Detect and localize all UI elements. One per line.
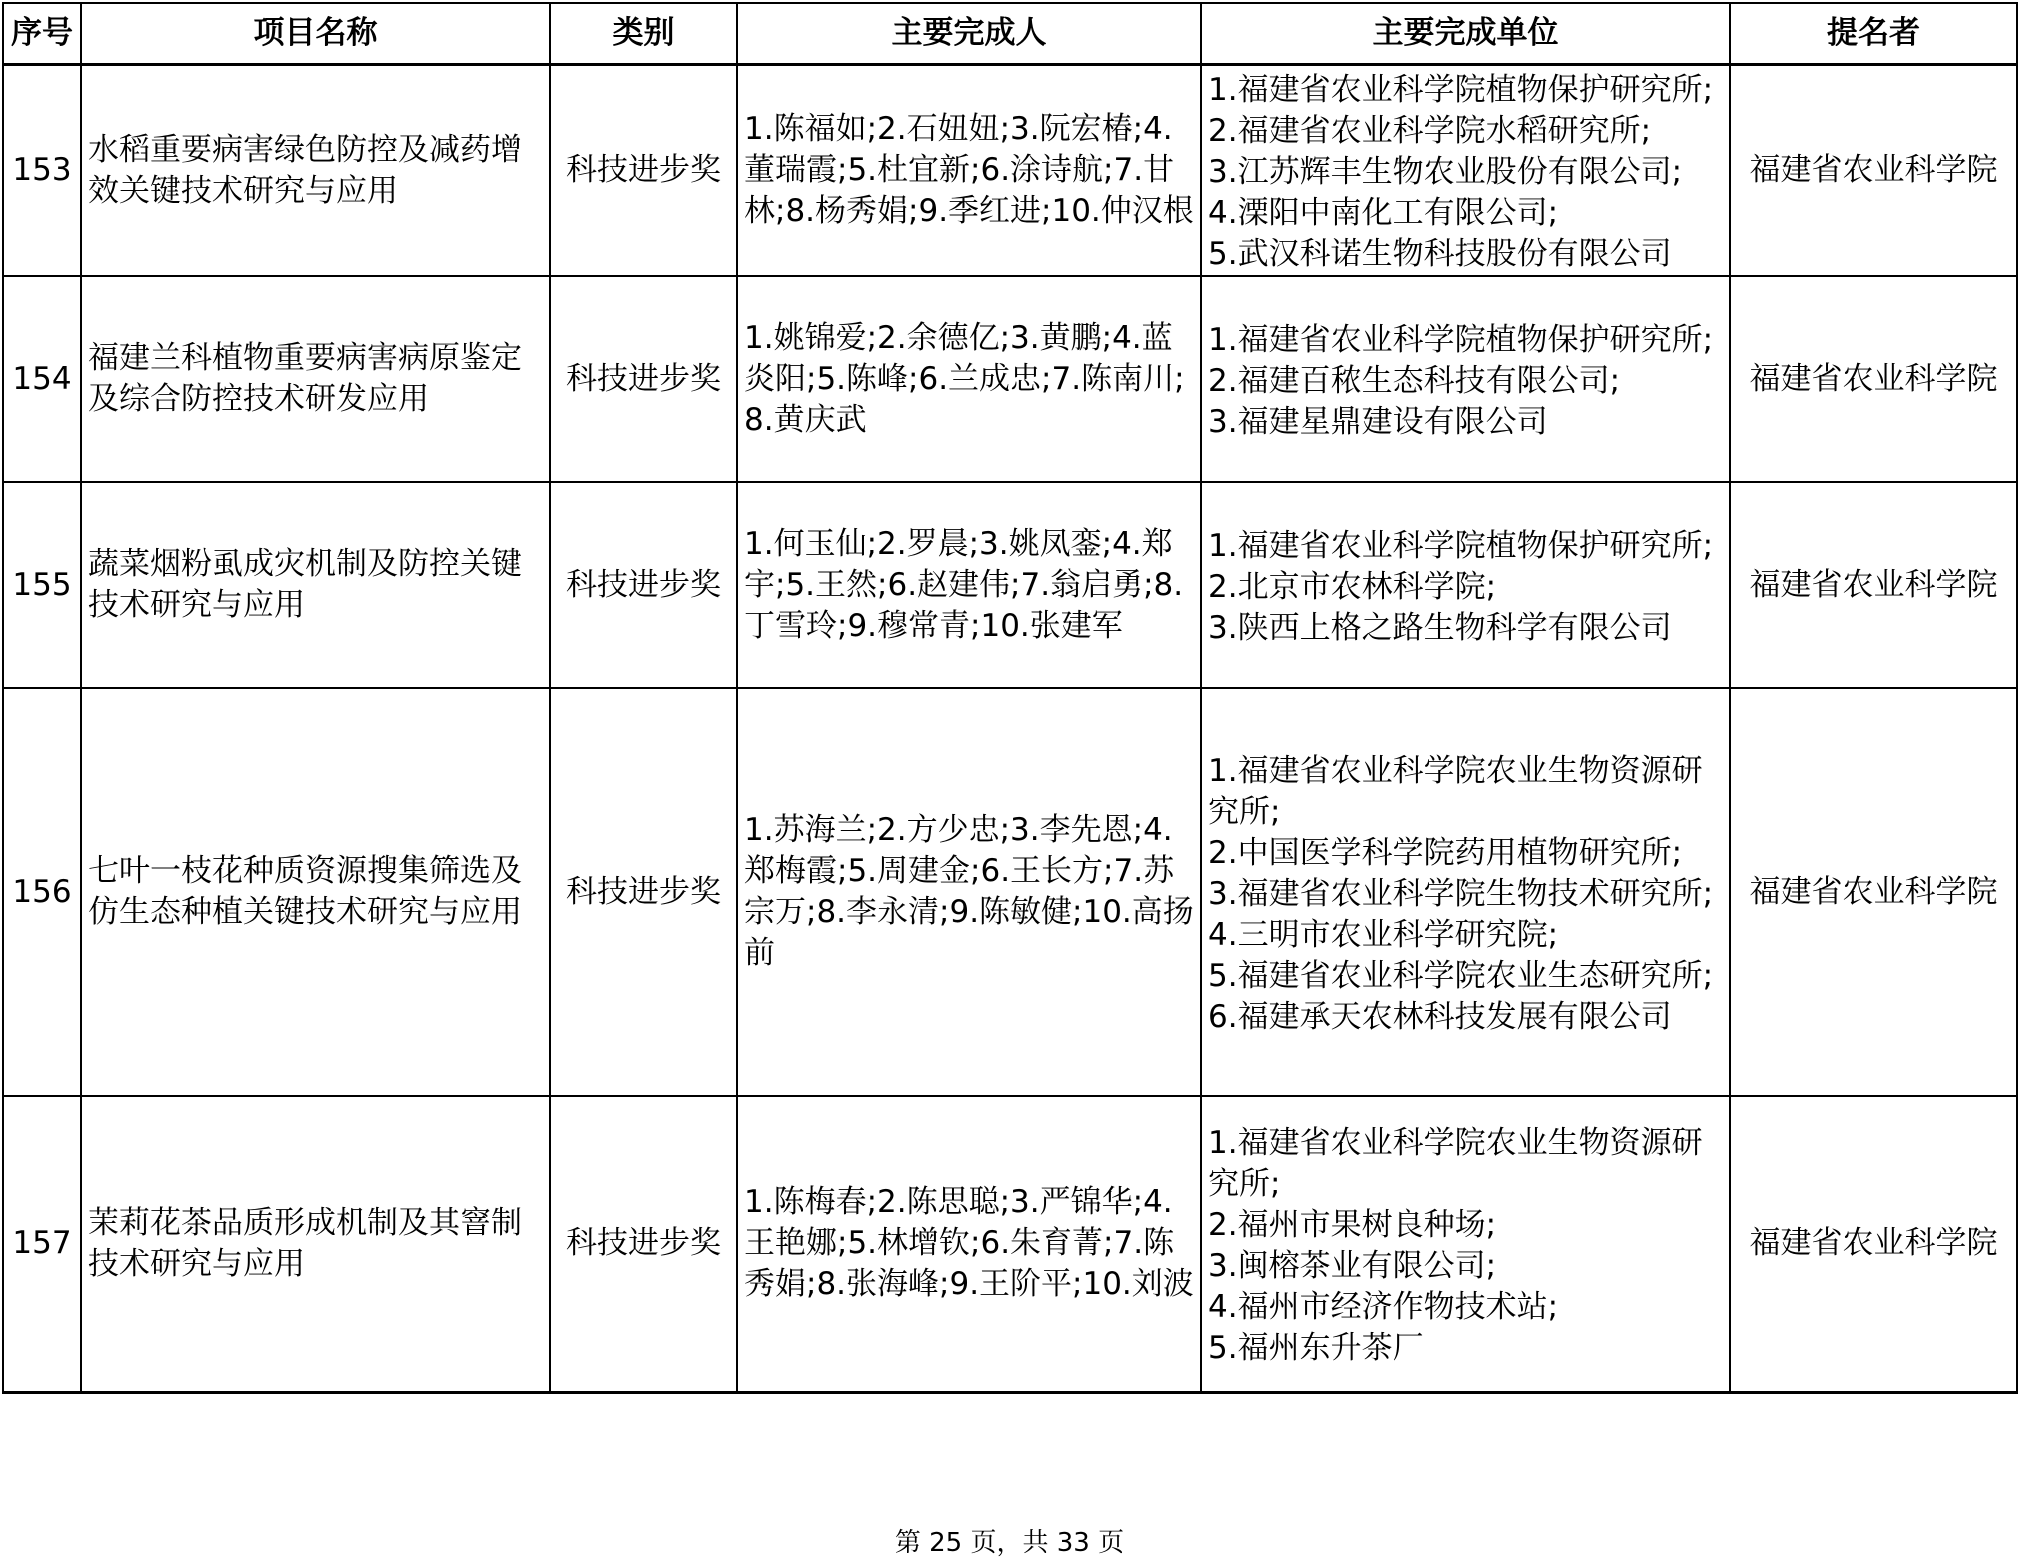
unit-item: 2.北京市农林科学院; [1208,568,1497,605]
project-name: 茉莉花茶品质形成机制及其窨制技术研究与应用 [81,1096,550,1392]
unit-item: 6.福建承天农林科技发展有限公司 [1208,998,1672,1035]
main-units [1201,688,1730,1096]
unit-item: 2.福州市果树良种场; [1208,1206,1497,1243]
row-number: 156 [3,688,81,1096]
row-number: 153 [3,65,81,277]
main-units [1201,65,1730,277]
header-main-people: 主要完成人 [737,3,1201,65]
row-number: 155 [3,482,81,688]
unit-item: 1.福建省农业科学院农业生物资源研究所; [1208,752,1703,830]
main-people: 1.何玉仙;2.罗晨;3.姚凤銮;4.郑宇;5.王然;6.赵建伟;7.翁启勇;8.丁雪玲;9.穆常青;10.张建军 [737,482,1201,688]
award-category: 科技进步奖 [550,65,737,277]
main-people: 1.苏海兰;2.方少忠;3.李先恩;4.郑梅霞;5.周建金;6.王长方;7.苏宗万;8.李永清;9.陈敏健;10.高扬前 [737,688,1201,1096]
unit-item: 3.江苏辉丰生物农业股份有限公司; [1208,154,1683,190]
unit-item: 4.福州市经济作物技术站; [1208,1288,1559,1325]
unit-item: 2.中国医学科学院药用植物研究所; [1208,834,1683,871]
nominator: 福建省农业科学院 [1730,65,2017,277]
row-number: 154 [3,276,81,482]
nominator: 福建省农业科学院 [1730,688,2017,1096]
unit-item: 3.陕西上格之路生物科学有限公司 [1208,609,1672,646]
nominator: 福建省农业科学院 [1730,482,2017,688]
header-main-units: 主要完成单位 [1201,3,1730,65]
unit-item: 3.闽榕茶业有限公司; [1208,1247,1497,1284]
awards-table [2,2,2018,1394]
unit-item: 3.福建省农业科学院生物技术研究所; [1208,875,1714,912]
page-footer: 第 25 页，共 33 页 [894,1528,1125,1558]
unit-item: 1.福建省农业科学院植物保护研究所; [1208,527,1714,564]
table-row [3,688,2017,1096]
nominator: 福建省农业科学院 [1730,1096,2017,1392]
header-nominator: 提名者 [1730,3,2017,65]
main-units [1201,482,1730,688]
award-category: 科技进步奖 [550,482,737,688]
award-category: 科技进步奖 [550,276,737,482]
unit-item: 5.福州东升茶厂 [1208,1329,1424,1366]
table-row [3,482,2017,688]
unit-item: 5.福建省农业科学院农业生态研究所; [1208,957,1714,994]
project-name: 福建兰科植物重要病害病原鉴定及综合防控技术研发应用 [81,276,550,482]
table-row [3,65,2017,277]
header-project-name: 项目名称 [81,3,550,65]
main-units [1201,1096,1730,1392]
unit-item: 2.福建百秾生态科技有限公司; [1208,362,1621,399]
table-row [3,1096,2017,1392]
unit-item: 2.福建省农业科学院水稻研究所; [1208,113,1652,149]
main-units [1201,276,1730,482]
main-people: 1.姚锦爱;2.余德亿;3.黄鹏;4.蓝炎阳;5.陈峰;6.兰成忠;7.陈南川;8.黄庆武 [737,276,1201,482]
unit-item: 1.福建省农业科学院植物保护研究所; [1208,321,1714,358]
award-category: 科技进步奖 [550,1096,737,1392]
main-people: 1.陈福如;2.石妞妞;3.阮宏椿;4.董瑞霞;5.杜宜新;6.涂诗航;7.甘林;8.杨秀娟;9.季红进;10.仲汉根 [737,65,1201,277]
project-name: 蔬菜烟粉虱成灾机制及防控关键技术研究与应用 [81,482,550,688]
unit-item: 3.福建星鼎建设有限公司 [1208,403,1548,440]
award-category: 科技进步奖 [550,688,737,1096]
header-category: 类别 [550,3,737,65]
table-row [3,276,2017,482]
main-people: 1.陈梅春;2.陈思聪;3.严锦华;4.王艳娜;5.林增钦;6.朱育菁;7.陈秀娟;8.张海峰;9.王阶平;10.刘波 [737,1096,1201,1392]
header-no: 序号 [3,3,81,65]
unit-item: 1.福建省农业科学院农业生物资源研究所; [1208,1124,1703,1202]
unit-item: 4.溧阳中南化工有限公司; [1208,195,1559,231]
unit-item: 4.三明市农业科学研究院; [1208,916,1559,953]
project-name: 水稻重要病害绿色防控及减药增效关键技术研究与应用 [81,65,550,277]
project-name: 七叶一枝花种质资源搜集筛选及仿生态种植关键技术研究与应用 [81,688,550,1096]
unit-item: 1.福建省农业科学院植物保护研究所; [1208,72,1714,108]
row-number: 157 [3,1096,81,1392]
unit-item: 5.武汉科诺生物科技股份有限公司 [1208,236,1672,272]
header-row [3,3,2017,65]
nominator: 福建省农业科学院 [1730,276,2017,482]
